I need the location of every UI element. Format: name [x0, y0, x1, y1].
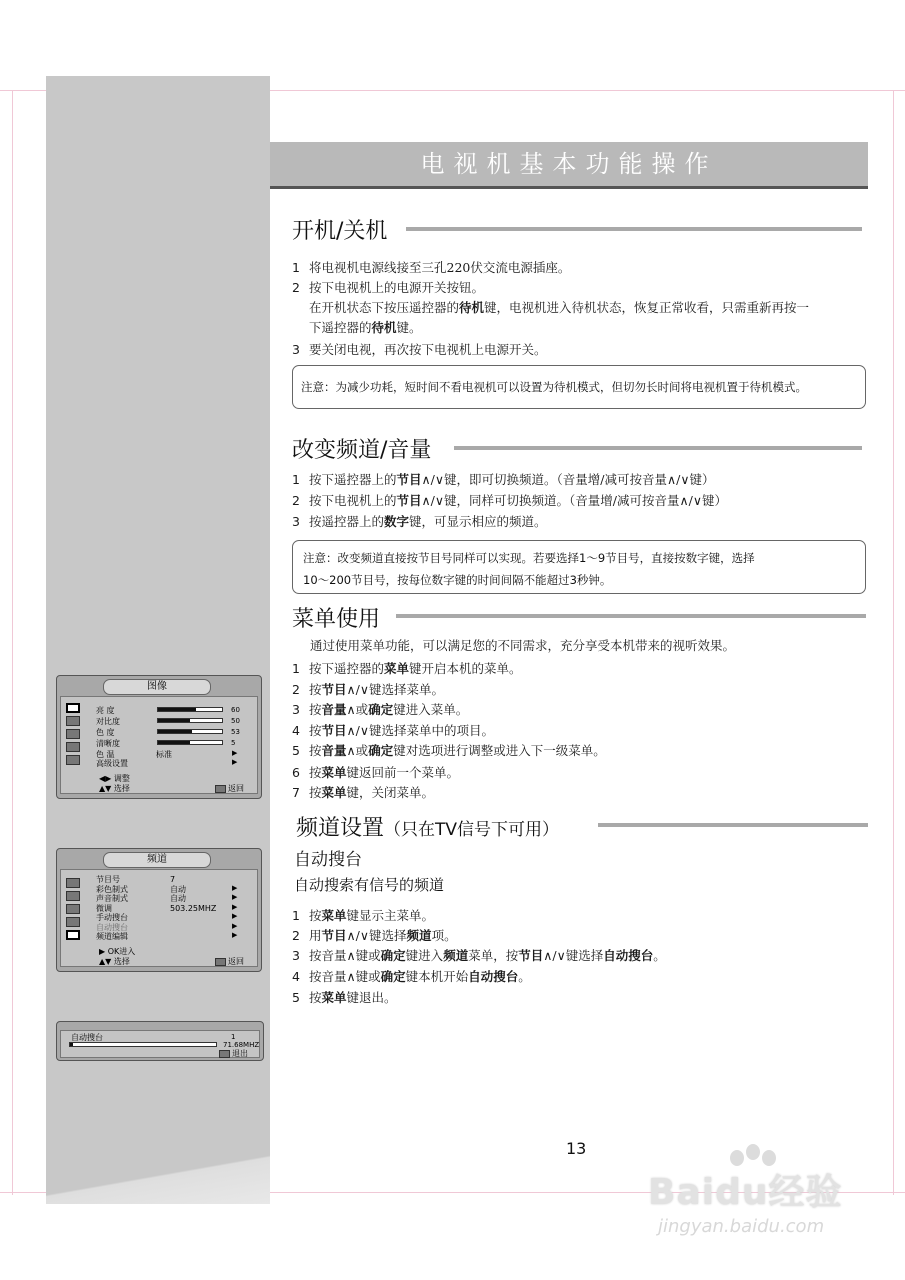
osd-advanced-row: 高级设置: [96, 759, 128, 768]
heading-rule-channel: [454, 446, 862, 450]
osd-hint-back: 返回: [215, 783, 244, 794]
heading-channel: 改变频道/音量: [292, 438, 432, 463]
osd-channel-row: 微调 503.25MHZ: [96, 903, 217, 913]
power-item-2-detail: 在开机状态下按压遥控器的待机键，电视机进入待机状态，恢复正常收看，只需重新再按一: [309, 300, 810, 315]
function-tab-icon: [66, 742, 80, 752]
osd-picture-row: 色 度: [96, 728, 115, 737]
picture-tab-icon: [66, 703, 80, 713]
menu-key-icon: [215, 958, 226, 966]
channel-tab-icon: [66, 729, 80, 739]
osd-channel-title: 频道: [103, 852, 211, 868]
color-temp-arrow-icon: ▶: [232, 749, 238, 757]
menu-key-icon: [219, 1050, 230, 1058]
osd-level-bar: [157, 718, 223, 723]
osd-channel-icon-column: [61, 878, 83, 943]
channel-tab-icon: [66, 904, 80, 914]
baidu-watermark: [648, 1142, 858, 1242]
osd-hint-adjust: ◀▶ 调整: [99, 774, 130, 783]
osd-autoscan-panel: [56, 1021, 264, 1061]
submenu-arrow-icon: ▶: [232, 912, 238, 920]
menu-item-4: 4 按节目∧/∨键选择菜单中的项目。: [292, 723, 495, 738]
power-item-2: 2 按下电视机上的电源开关按钮。: [292, 280, 485, 295]
menu-item-3: 3 按音量∧或确定键进入菜单。: [292, 702, 469, 717]
watermark-logo: Baidu经验: [648, 1172, 843, 1213]
sidebar-fold: [46, 1150, 270, 1204]
banner-title: 电视机基本功能操作: [420, 150, 718, 178]
osd-picture-title: 图像: [103, 679, 211, 695]
osd-channel-row: 自动搜台: [96, 922, 128, 932]
menu-item-5: 5 按音量∧或确定键对选项进行调整或进入下一级菜单。: [292, 743, 606, 758]
osd-level-value: 53: [231, 728, 240, 736]
osd-channel-row: 手动搜台: [96, 913, 128, 922]
menu-key-icon: [215, 785, 226, 793]
paw-icon: [746, 1144, 760, 1160]
osd-level-bar: [157, 707, 223, 712]
osd-level-bar: [157, 729, 223, 734]
power-item-3: 3 要关闭电视，再次按下电视机上电源开关。: [292, 342, 547, 357]
heading-power: 开机/关机: [292, 219, 388, 244]
tuning-item-3: 3 按音量∧键或确定键进入频道菜单，按节目∧/∨键选择自动搜台。: [292, 948, 666, 963]
frame-line-right: [893, 90, 894, 1195]
submenu-arrow-icon: ▶: [232, 883, 238, 892]
heading-tuning: 频道设置（只在TV信号下可用）: [296, 816, 560, 841]
osd-level-bar: [157, 740, 223, 745]
menu-item-2: 2 按节目∧/∨键选择菜单。: [292, 682, 445, 697]
osd-picture-menu: [56, 675, 262, 799]
heading-rule-tuning: [598, 823, 868, 827]
picture-tab-icon: [66, 878, 80, 888]
submenu-arrow-icon: ▶: [232, 931, 238, 939]
page-banner: [270, 142, 868, 189]
heading-rule-menu: [396, 614, 866, 618]
osd-autoscan-label: 自动搜台: [71, 1033, 103, 1042]
channel-item-2: 2 按下电视机上的节目∧/∨键，同样可切换频道。（音量增/减可按音量∧/∨键）: [292, 493, 728, 508]
osd-autoscan-body: [60, 1030, 260, 1058]
osd-autoscan-progress: [69, 1042, 217, 1047]
note-channel: 注意：改变频道直接按节目号同样可以实现。若要选择1～9节目号，直接按数字键，选择 10～200节目号，按每位数字键的时间间隔不能超过3秒钟。: [292, 540, 866, 594]
submenu-arrow-icon: ▶: [232, 893, 238, 901]
power-item-2-detail-cont: 下遥控器的待机键。: [309, 320, 422, 335]
osd-level-value: 50: [231, 717, 240, 725]
subheading-auto-scan: 自动搜台: [294, 850, 362, 870]
function-tab-icon: [66, 917, 80, 927]
osd-picture-row: 清晰度: [96, 739, 120, 748]
tuning-item-2: 2 用节目∧/∨键选择频道项。: [292, 928, 457, 943]
note-power: 注意：为减少功耗，短时间不看电视机可以设置为待机模式，但切勿长时间将电视机置于待机模式。: [292, 365, 866, 409]
osd-picture-row: 对比度: [96, 717, 120, 726]
watermark-url: jingyan.baidu.com: [658, 1216, 825, 1237]
advanced-arrow-icon: ▶: [232, 758, 238, 766]
osd-channel-body: [60, 869, 258, 967]
osd-hint-back: 返回: [215, 956, 244, 967]
subheading-auto-scan-desc: 自动搜索有信号的频道: [294, 876, 445, 894]
osd-level-value: 5: [231, 739, 236, 747]
power-item-1: 1 将电视机电源线接至三孔220伏交流电源插座。: [292, 260, 571, 275]
page-number: 13: [566, 1139, 587, 1158]
tuning-item-5: 5 按菜单键退出。: [292, 990, 397, 1005]
osd-autoscan-exit: 退出: [219, 1048, 248, 1059]
osd-autoscan-channel: 1: [231, 1033, 236, 1041]
osd-channel-row: 声音制式 自动: [96, 894, 186, 903]
osd-picture-body: [60, 696, 258, 794]
osd-channel-menu: [56, 848, 262, 972]
channel-item-3: 3 按遥控器上的数字键，可显示相应的频道。: [292, 514, 547, 529]
osd-autoscan-freq: 71.68MHZ: [223, 1041, 260, 1049]
menu-intro: 通过使用菜单功能，可以满足您的不同需求，充分享受本机带来的视听效果。: [310, 638, 736, 653]
osd-picture-row: 亮 度: [96, 706, 115, 715]
osd-hint-select: ▲▼ 选择: [99, 957, 130, 966]
osd-channel-row: 频道编辑: [96, 932, 128, 941]
osd-level-value: 60: [231, 706, 240, 714]
menu-item-7: 7 按菜单键，关闭菜单。: [292, 785, 435, 800]
heading-menu: 菜单使用: [292, 607, 381, 632]
submenu-arrow-icon: ▶: [232, 902, 238, 911]
osd-hint-ok: ▶ OK进入: [99, 947, 136, 956]
osd-picture-icon-column: [61, 703, 83, 768]
osd-hint-select: ▲▼ 选择: [99, 784, 130, 793]
tuning-item-1: 1 按菜单键显示主菜单。: [292, 908, 435, 923]
osd-channel-row: 彩色制式 自动: [96, 884, 186, 894]
tuning-item-4: 4 按音量∧键或确定键本机开始自动搜台。: [292, 969, 531, 984]
frame-line-left: [12, 90, 13, 1195]
time-tab-icon: [66, 930, 80, 940]
heading-rule-power: [406, 227, 862, 231]
submenu-arrow-icon: ▶: [232, 921, 238, 930]
osd-color-temp-row: 色 温 标准: [96, 750, 172, 759]
time-tab-icon: [66, 755, 80, 765]
sound-tab-icon: [66, 891, 80, 901]
osd-channel-row: 节目号 7: [96, 875, 176, 884]
channel-item-1: 1 按下遥控器上的节目∧/∨键，即可切换频道。（音量增/减可按音量∧/∨键）: [292, 472, 715, 487]
menu-item-6: 6 按菜单键返回前一个菜单。: [292, 765, 460, 780]
menu-item-1: 1 按下遥控器的菜单键开启本机的菜单。: [292, 661, 522, 676]
sound-tab-icon: [66, 716, 80, 726]
